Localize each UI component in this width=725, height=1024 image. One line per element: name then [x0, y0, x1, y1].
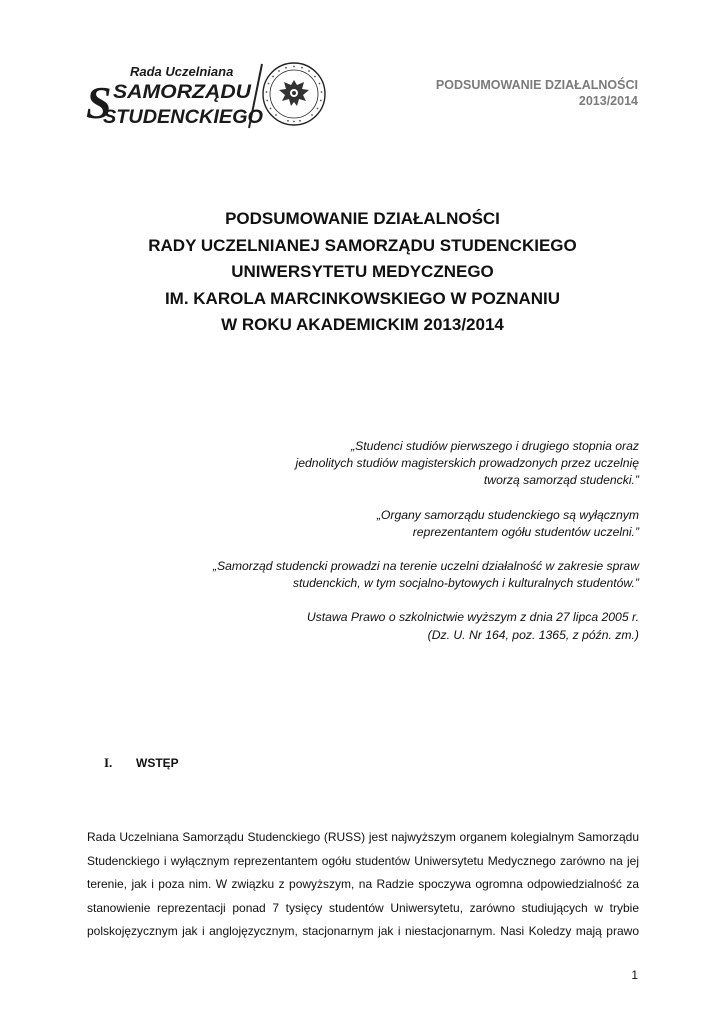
section-heading	[104, 754, 179, 772]
running-header-year: 2013/2014	[578, 94, 638, 108]
logo-big-s-icon: S	[86, 77, 112, 128]
running-header	[436, 77, 638, 109]
title-line: IM. KAROLA MARCINKOWSKIEGO W POZNANIU	[164, 288, 561, 308]
quote-line: (Dz. U. Nr 164, poz. 1365, z późn. zm.)	[427, 627, 639, 642]
title-line: UNIWERSYTETU MEDYCZNEGO	[231, 262, 494, 281]
page-number: 1	[631, 968, 638, 982]
logo-top-text: Rada Uczelniana	[130, 64, 234, 79]
quote-block	[169, 558, 639, 592]
title-line: W ROKU AKADEMICKIM 2013/2014	[221, 315, 504, 334]
quote-line: tworzą samorząd studencki.”	[483, 473, 639, 488]
quote-line: „Samorząd studencki prowadzi na terenie uczelni działalność w zakresie spraw	[212, 559, 639, 574]
body-line: Studenckiego i wyłącznym reprezentantem ogółu studentów Uniwersytetu Medycznego zarówno na jej	[87, 853, 639, 868]
body-line: terenie, jak i poza nim. W związku z powyższym, na Radzie spoczywa ogromna odpowiedzialność za	[87, 877, 639, 892]
quote-line: reprezentantem ogółu studentów uczelni.”	[412, 524, 639, 539]
body-line: Rada Uczelniana Samorządu Studenckiego (RUSS) jest najwyższym organem kolegialnym Samorządu	[87, 830, 639, 844]
quote-line: „Organy samorządu studenckiego są wyłącznym	[376, 507, 639, 522]
running-header-title: PODSUMOWANIE DZIAŁALNOŚCI	[435, 78, 638, 92]
quote-line: Ustawa Prawo o szkolnictwie wyższym z dnia 27 lipca 2005 r.	[306, 610, 639, 625]
body-paragraph	[87, 826, 639, 944]
quote-source	[169, 609, 639, 643]
quote-line: jednolitych studiów magisterskich prowadzonych przez uczelnię	[295, 456, 639, 471]
quote-line: „Studenci studiów pierwszego i drugiego stopnia oraz	[351, 439, 639, 453]
section-number: I.	[104, 755, 113, 770]
epigraph-quotes	[169, 438, 639, 661]
quote-block	[169, 507, 639, 541]
logo-word-2: STUDENCKIEGO	[103, 107, 264, 128]
seal-emblem-icon	[263, 63, 325, 125]
document-title	[60, 206, 665, 339]
logo	[86, 60, 330, 130]
logo-word-1: SAMORZĄDU	[113, 82, 253, 103]
section-label: WSTĘP	[136, 756, 179, 770]
quote-block	[169, 438, 639, 490]
body-line: polskojęzycznym jak i anglojęzycznym, stacjonarnym jak i niestacjonarnym. Nasi Koledzy mają prawo	[87, 924, 639, 939]
title-line: PODSUMOWANIE DZIAŁALNOŚCI	[225, 209, 500, 228]
quote-line: studenckich, w tym socjalno-bytowych i kulturalnych studentów.”	[292, 576, 639, 591]
logo-graphic	[86, 60, 330, 130]
body-line: stanowienie reprezentacji ponad 7 tysięcy studentów Uniwersytetu, zarówno studiujących w trybie	[87, 900, 639, 915]
title-line: RADY UCZELNIANEJ SAMORZĄDU STUDENCKIEGO	[148, 235, 577, 255]
